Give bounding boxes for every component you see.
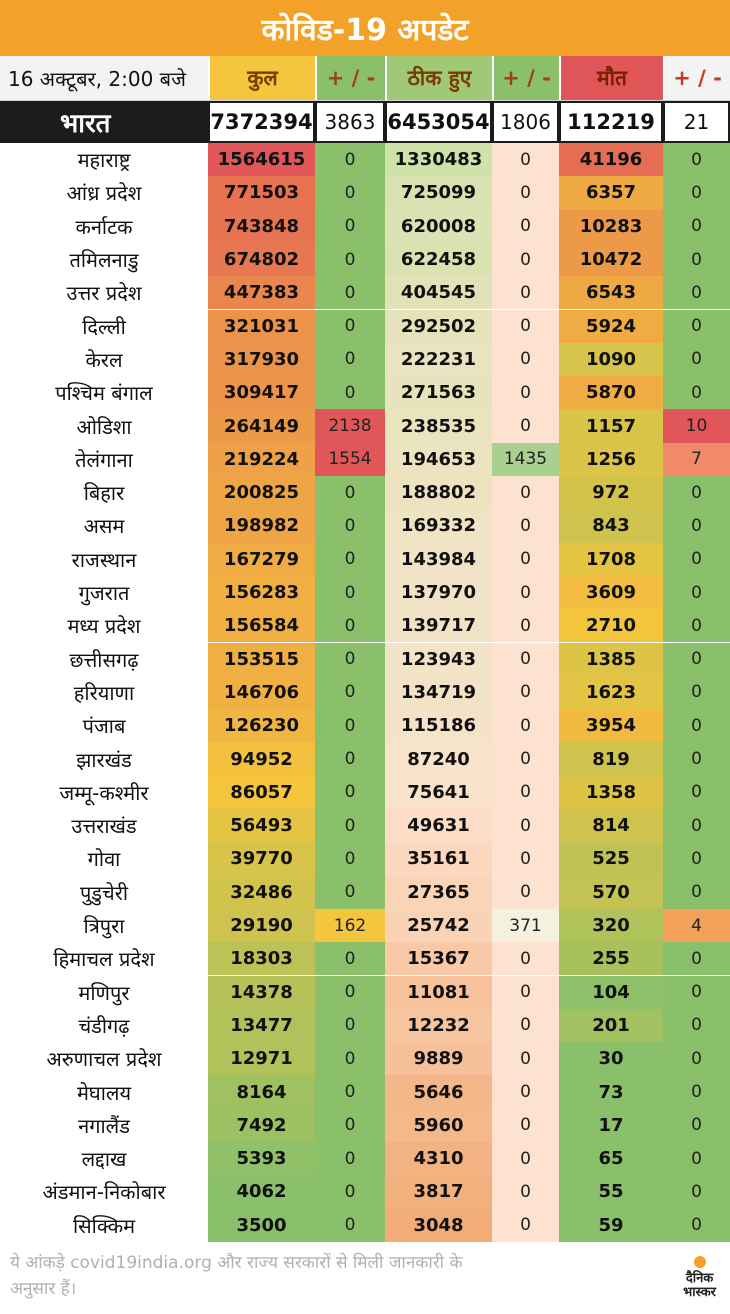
total-cases: 200825 [208, 476, 315, 509]
total-cases: 12971 [208, 1042, 315, 1075]
recovered-delta: 0 [492, 1042, 559, 1075]
logo-line-2: भास्कर [683, 1285, 716, 1300]
update-date: 16 अक्टूबर, 2:00 बजे [8, 66, 186, 91]
recovered-cases: 5646 [385, 1075, 492, 1108]
death-count: 201 [559, 1009, 663, 1042]
death-delta: 0 [663, 609, 730, 642]
recovered-delta: 0 [492, 742, 559, 775]
recovered-cases: 143984 [385, 543, 492, 576]
total-cases: 156283 [208, 576, 315, 609]
recovered-delta: 0 [492, 210, 559, 243]
header-deaths: मौत [559, 56, 663, 100]
recovered-delta: 0 [492, 343, 559, 376]
death-count: 59 [559, 1209, 663, 1242]
recovered-cases: 12232 [385, 1009, 492, 1042]
table-row [0, 876, 730, 909]
total-delta: 2138 [315, 409, 385, 442]
state-name: छत्तीसगढ़ [0, 643, 208, 676]
state-name: सिक्किम [0, 1209, 208, 1242]
table-row [0, 709, 730, 742]
death-count: 1708 [559, 543, 663, 576]
death-count: 320 [559, 909, 663, 942]
recovered-cases: 3048 [385, 1209, 492, 1242]
death-count: 5924 [559, 310, 663, 343]
recovered-cases: 139717 [385, 609, 492, 642]
total-delta: 0 [315, 643, 385, 676]
death-count: 6357 [559, 176, 663, 209]
death-count: 6543 [559, 276, 663, 309]
total-cases: 14378 [208, 976, 315, 1009]
national-recovered: 6453054 [385, 101, 492, 143]
total-cases: 56493 [208, 809, 315, 842]
death-count: 819 [559, 742, 663, 775]
state-name: पंजाब [0, 709, 208, 742]
state-name: झारखंड [0, 742, 208, 775]
total-cases: 13477 [208, 1009, 315, 1042]
state-name: पुडुचेरी [0, 876, 208, 909]
death-delta: 0 [663, 210, 730, 243]
death-delta: 0 [663, 376, 730, 409]
recovered-cases: 75641 [385, 776, 492, 809]
total-cases: 32486 [208, 876, 315, 909]
death-count: 104 [559, 976, 663, 1009]
state-name: मणिपुर [0, 976, 208, 1009]
death-delta: 10 [663, 409, 730, 442]
state-name: महाराष्ट्र [0, 143, 208, 176]
death-delta: 0 [663, 643, 730, 676]
death-count: 10472 [559, 243, 663, 276]
total-cases: 94952 [208, 742, 315, 775]
state-name: पश्चिम बंगाल [0, 376, 208, 409]
recovered-cases: 271563 [385, 376, 492, 409]
total-delta: 0 [315, 942, 385, 975]
table-row [0, 509, 730, 542]
recovered-cases: 35161 [385, 842, 492, 875]
death-delta: 0 [663, 1175, 730, 1208]
death-count: 1157 [559, 409, 663, 442]
death-count: 570 [559, 876, 663, 909]
table-row [0, 376, 730, 409]
death-delta: 7 [663, 443, 730, 476]
total-delta: 0 [315, 143, 385, 176]
total-delta: 0 [315, 576, 385, 609]
recovered-delta: 0 [492, 643, 559, 676]
recovered-delta: 0 [492, 1075, 559, 1108]
total-cases: 309417 [208, 376, 315, 409]
death-delta: 0 [663, 543, 730, 576]
state-name: उत्तराखंड [0, 809, 208, 842]
state-name: बिहार [0, 476, 208, 509]
total-cases: 1564615 [208, 143, 315, 176]
recovered-delta: 0 [492, 1142, 559, 1175]
death-delta: 0 [663, 942, 730, 975]
footer [0, 1242, 730, 1314]
total-cases: 317930 [208, 343, 315, 376]
table-row [0, 210, 730, 243]
death-delta: 0 [663, 476, 730, 509]
table-row [0, 310, 730, 343]
state-name: नगालैंड [0, 1109, 208, 1142]
death-delta: 0 [663, 343, 730, 376]
recovered-cases: 238535 [385, 409, 492, 442]
recovered-cases: 1330483 [385, 143, 492, 176]
total-cases: 219224 [208, 443, 315, 476]
table-row [0, 243, 730, 276]
total-cases: 447383 [208, 276, 315, 309]
death-delta: 0 [663, 176, 730, 209]
table-row [0, 1142, 730, 1175]
total-delta: 0 [315, 543, 385, 576]
state-name: तमिलनाडु [0, 243, 208, 276]
recovered-delta: 0 [492, 976, 559, 1009]
total-delta: 0 [315, 1109, 385, 1142]
recovered-cases: 123943 [385, 643, 492, 676]
death-count: 1385 [559, 643, 663, 676]
total-cases: 146706 [208, 676, 315, 709]
state-name: मध्य प्रदेश [0, 609, 208, 642]
source-note: ये आंकड़े covid19india.org और राज्य सरकारों से मिली जानकारी के अनुसार हैं। [10, 1253, 463, 1299]
death-count: 17 [559, 1109, 663, 1142]
recovered-cases: 188802 [385, 476, 492, 509]
death-delta: 0 [663, 143, 730, 176]
total-delta: 0 [315, 1175, 385, 1208]
state-name: अंडमान-निकोबार [0, 1175, 208, 1208]
table-row [0, 343, 730, 376]
recovered-cases: 725099 [385, 176, 492, 209]
death-delta: 0 [663, 976, 730, 1009]
recovered-cases: 11081 [385, 976, 492, 1009]
national-total-delta: 3863 [315, 101, 385, 143]
total-cases: 743848 [208, 210, 315, 243]
recovered-cases: 4310 [385, 1142, 492, 1175]
recovered-cases: 622458 [385, 243, 492, 276]
state-name: असम [0, 509, 208, 542]
table-row [0, 776, 730, 809]
table-row [0, 643, 730, 676]
recovered-delta: 0 [492, 1109, 559, 1142]
death-delta: 0 [663, 1009, 730, 1042]
recovered-delta: 0 [492, 776, 559, 809]
brand-logo [683, 1256, 716, 1300]
death-delta: 0 [663, 509, 730, 542]
state-name: गुजरात [0, 576, 208, 609]
total-delta: 0 [315, 276, 385, 309]
total-delta: 0 [315, 1209, 385, 1242]
recovered-cases: 620008 [385, 210, 492, 243]
recovered-cases: 222231 [385, 343, 492, 376]
header-total-delta: + / - [315, 56, 385, 100]
total-delta: 0 [315, 176, 385, 209]
death-count: 255 [559, 942, 663, 975]
header-total: कुल [208, 56, 315, 100]
recovered-delta: 0 [492, 876, 559, 909]
death-delta: 0 [663, 1209, 730, 1242]
total-cases: 321031 [208, 310, 315, 343]
total-cases: 167279 [208, 543, 315, 576]
total-delta: 0 [315, 1142, 385, 1175]
death-delta: 0 [663, 576, 730, 609]
table-row [0, 676, 730, 709]
recovered-cases: 87240 [385, 742, 492, 775]
state-name: ओडिशा [0, 409, 208, 442]
state-name: चंडीगढ़ [0, 1009, 208, 1042]
recovered-cases: 194653 [385, 443, 492, 476]
death-count: 814 [559, 809, 663, 842]
logo-dot-icon [694, 1256, 706, 1268]
title-text: कोविड-19 अपडेट [261, 12, 469, 48]
recovered-delta: 0 [492, 1175, 559, 1208]
table-row [0, 1209, 730, 1242]
recovered-delta: 0 [492, 509, 559, 542]
state-name: राजस्थान [0, 543, 208, 576]
recovered-cases: 115186 [385, 709, 492, 742]
table-row [0, 609, 730, 642]
recovered-delta: 0 [492, 842, 559, 875]
total-cases: 3500 [208, 1209, 315, 1242]
recovered-delta: 0 [492, 676, 559, 709]
death-delta: 0 [663, 310, 730, 343]
total-delta: 0 [315, 343, 385, 376]
national-deaths-delta: 21 [663, 101, 730, 143]
recovered-cases: 3817 [385, 1175, 492, 1208]
total-cases: 264149 [208, 409, 315, 442]
recovered-delta: 0 [492, 310, 559, 343]
state-name: आंध्र प्रदेश [0, 176, 208, 209]
table-row [0, 576, 730, 609]
total-cases: 126230 [208, 709, 315, 742]
state-name: त्रिपुरा [0, 909, 208, 942]
total-cases: 198982 [208, 509, 315, 542]
recovered-delta: 0 [492, 409, 559, 442]
death-count: 972 [559, 476, 663, 509]
total-cases: 8164 [208, 1075, 315, 1108]
death-count: 1256 [559, 443, 663, 476]
table-row [0, 476, 730, 509]
state-name: जम्मू-कश्मीर [0, 776, 208, 809]
recovered-delta: 0 [492, 543, 559, 576]
table-row [0, 143, 730, 176]
header-recovered-delta: + / - [492, 56, 559, 100]
total-cases: 771503 [208, 176, 315, 209]
total-cases: 29190 [208, 909, 315, 942]
total-delta: 0 [315, 1042, 385, 1075]
total-delta: 0 [315, 1075, 385, 1108]
death-delta: 0 [663, 1042, 730, 1075]
total-cases: 86057 [208, 776, 315, 809]
recovered-cases: 27365 [385, 876, 492, 909]
death-delta: 4 [663, 909, 730, 942]
state-name: कर्नाटक [0, 210, 208, 243]
total-cases: 5393 [208, 1142, 315, 1175]
recovered-delta: 0 [492, 243, 559, 276]
death-delta: 0 [663, 1075, 730, 1108]
total-delta: 0 [315, 310, 385, 343]
recovered-cases: 137970 [385, 576, 492, 609]
death-count: 55 [559, 1175, 663, 1208]
total-delta: 0 [315, 842, 385, 875]
death-delta: 0 [663, 1109, 730, 1142]
table-row [0, 1042, 730, 1075]
total-cases: 156584 [208, 609, 315, 642]
death-delta: 0 [663, 776, 730, 809]
recovered-cases: 5960 [385, 1109, 492, 1142]
recovered-delta: 0 [492, 709, 559, 742]
national-recovered-delta: 1806 [492, 101, 559, 143]
recovered-cases: 134719 [385, 676, 492, 709]
total-delta: 0 [315, 243, 385, 276]
table-row [0, 1009, 730, 1042]
death-count: 3609 [559, 576, 663, 609]
total-cases: 153515 [208, 643, 315, 676]
header-deaths-delta: + / - [663, 56, 730, 100]
table-row [0, 443, 730, 476]
total-delta: 0 [315, 210, 385, 243]
total-delta: 162 [315, 909, 385, 942]
table-row [0, 1075, 730, 1108]
total-delta: 1554 [315, 443, 385, 476]
death-count: 73 [559, 1075, 663, 1108]
state-name: अरुणाचल प्रदेश [0, 1042, 208, 1075]
table-row [0, 276, 730, 309]
recovered-delta: 0 [492, 176, 559, 209]
death-delta: 0 [663, 876, 730, 909]
total-delta: 0 [315, 676, 385, 709]
recovered-cases: 15367 [385, 942, 492, 975]
death-delta: 0 [663, 1142, 730, 1175]
death-count: 10283 [559, 210, 663, 243]
table-row [0, 842, 730, 875]
table-row [0, 1175, 730, 1208]
total-delta: 0 [315, 809, 385, 842]
table-row [0, 809, 730, 842]
recovered-cases: 292502 [385, 310, 492, 343]
total-delta: 0 [315, 976, 385, 1009]
national-total: 7372394 [208, 101, 315, 143]
recovered-delta: 371 [492, 909, 559, 942]
table-row [0, 976, 730, 1009]
total-delta: 0 [315, 1009, 385, 1042]
death-delta: 0 [663, 676, 730, 709]
state-name: गोवा [0, 842, 208, 875]
recovered-delta: 0 [492, 576, 559, 609]
total-cases: 18303 [208, 942, 315, 975]
column-header-row [0, 56, 730, 101]
total-delta: 0 [315, 376, 385, 409]
death-count: 2710 [559, 609, 663, 642]
table-row [0, 409, 730, 442]
death-count: 843 [559, 509, 663, 542]
logo-line-1: दैनिक [685, 1271, 714, 1286]
death-delta: 0 [663, 276, 730, 309]
total-cases: 674802 [208, 243, 315, 276]
recovered-delta: 0 [492, 376, 559, 409]
state-name: तेलंगाना [0, 443, 208, 476]
recovered-cases: 49631 [385, 809, 492, 842]
recovered-cases: 9889 [385, 1042, 492, 1075]
recovered-delta: 0 [492, 143, 559, 176]
state-name: दिल्ली [0, 310, 208, 343]
national-total-row [0, 101, 730, 143]
death-count: 5870 [559, 376, 663, 409]
death-count: 1623 [559, 676, 663, 709]
total-cases: 39770 [208, 842, 315, 875]
recovered-delta: 0 [492, 276, 559, 309]
total-delta: 0 [315, 609, 385, 642]
state-name: मेघालय [0, 1075, 208, 1108]
recovered-cases: 25742 [385, 909, 492, 942]
table-row [0, 1109, 730, 1142]
recovered-delta: 0 [492, 1209, 559, 1242]
death-delta: 0 [663, 742, 730, 775]
death-delta: 0 [663, 842, 730, 875]
state-name: लद्दाख [0, 1142, 208, 1175]
total-delta: 0 [315, 476, 385, 509]
death-count: 3954 [559, 709, 663, 742]
table-row [0, 543, 730, 576]
death-delta: 0 [663, 243, 730, 276]
recovered-delta: 0 [492, 1009, 559, 1042]
recovered-cases: 169332 [385, 509, 492, 542]
national-name: भारत [60, 109, 111, 139]
page-title [0, 0, 730, 56]
total-delta: 0 [315, 709, 385, 742]
state-name: हिमाचल प्रदेश [0, 942, 208, 975]
national-deaths: 112219 [559, 101, 663, 143]
death-delta: 0 [663, 809, 730, 842]
table-row [0, 176, 730, 209]
total-delta: 0 [315, 876, 385, 909]
recovered-delta: 0 [492, 609, 559, 642]
total-cases: 4062 [208, 1175, 315, 1208]
death-count: 1358 [559, 776, 663, 809]
total-delta: 0 [315, 742, 385, 775]
state-name: हरियाणा [0, 676, 208, 709]
death-count: 30 [559, 1042, 663, 1075]
total-delta: 0 [315, 776, 385, 809]
recovered-delta: 0 [492, 476, 559, 509]
table-row [0, 942, 730, 975]
table-row [0, 909, 730, 942]
recovered-delta: 0 [492, 942, 559, 975]
death-count: 525 [559, 842, 663, 875]
total-cases: 7492 [208, 1109, 315, 1142]
death-count: 65 [559, 1142, 663, 1175]
death-delta: 0 [663, 709, 730, 742]
total-delta: 0 [315, 509, 385, 542]
table-row [0, 742, 730, 775]
recovered-delta: 0 [492, 809, 559, 842]
death-count: 1090 [559, 343, 663, 376]
header-recovered: ठीक हुए [385, 56, 492, 100]
state-name: केरल [0, 343, 208, 376]
state-name: उत्तर प्रदेश [0, 276, 208, 309]
recovered-delta: 1435 [492, 443, 559, 476]
death-count: 41196 [559, 143, 663, 176]
recovered-cases: 404545 [385, 276, 492, 309]
